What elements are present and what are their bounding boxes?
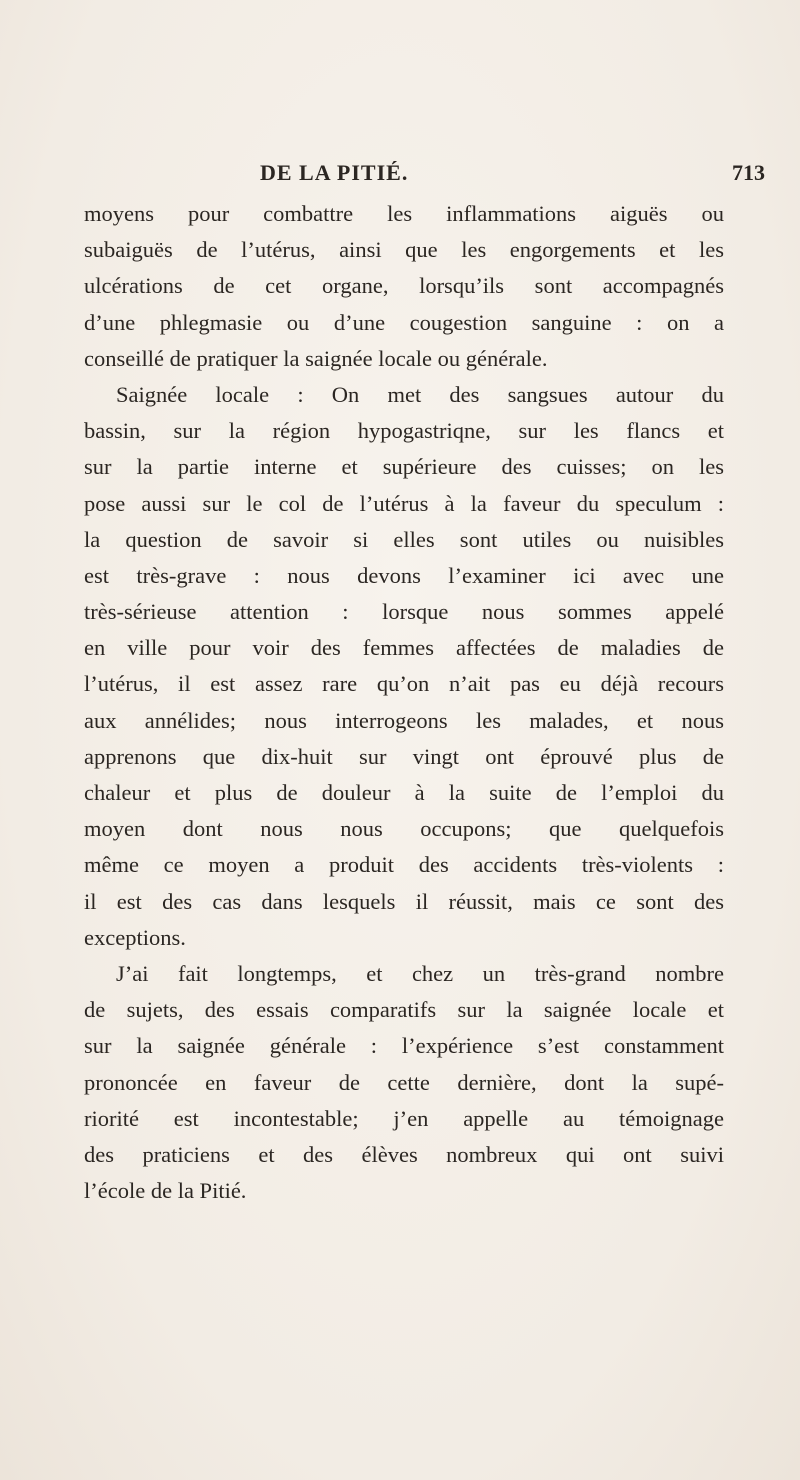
text-line: de sujets, des essais comparatifs sur la saignée locale et [84,997,724,1023]
text-line: moyen dont nous nous occupons; que quelquefois [84,816,724,842]
text-line: riorité est incontestable; j’en appelle au témoignage [84,1105,724,1131]
body-text [84,196,724,1209]
text-line: prononcée en faveur de cette dernière, dont la supé- [84,1069,724,1095]
text-line: Saignée locale : On met des sangsues autour du [116,381,724,407]
text-line: subaiguës de l’utérus, ainsi que les engorgements et les [84,237,724,263]
text-line: en ville pour voir des femmes affectées de maladies de [84,635,724,661]
page-number: 713 [732,160,765,185]
text-line: il est des cas dans lesquels il réussit, mais ce sont des [84,888,724,914]
text-line: très-sérieuse attention : lorsque nous sommes appelé [84,599,724,625]
text-line: d’une phlegmasie ou d’une cougestion sanguine : on a [84,309,724,335]
text-line: J’ai fait longtemps, et chez un très-grand nombre [116,960,724,986]
text-line: sur la saignée générale : l’expérience s’est constamment [84,1033,724,1059]
text-line: l’utérus, il est assez rare qu’on n’ait pas eu déjà recours [84,671,724,697]
text-line: des praticiens et des élèves nombreux qui ont suivi [84,1141,724,1167]
text-line: la question de savoir si elles sont utiles ou nuisibles [84,526,724,552]
text-line: apprenons que dix-huit sur vingt ont éprouvé plus de [84,743,724,769]
text-line: même ce moyen a produit des accidents très-violents : [84,852,724,878]
text-line: est très-grave : nous devons l’examiner ici avec une [84,562,724,588]
text-line: pose aussi sur le col de l’utérus à la faveur du speculum : [84,490,724,516]
text-line: moyens pour combattre les inflammations aiguës ou [84,201,724,226]
page-header [0,160,800,190]
text-line: l’école de la Pitié. [84,1178,247,1204]
text-line: aux annélides; nous interrogeons les malades, et nous [84,707,724,733]
text-line: chaleur et plus de douleur à la suite de l’emploi du [84,780,724,805]
text-line: exceptions. [84,924,186,950]
text-line: bassin, sur la région hypogastriqne, sur les flancs et [84,418,724,444]
text-line: sur la partie interne et supérieure des cuisses; on les [84,454,724,480]
running-head: DE LA PITIÉ. [260,160,409,185]
text-line: conseillé de pratiquer la saignée locale ou générale. [84,345,548,371]
text-line: ulcérations de cet organe, lorsqu’ils sont accompagnés [84,273,724,299]
